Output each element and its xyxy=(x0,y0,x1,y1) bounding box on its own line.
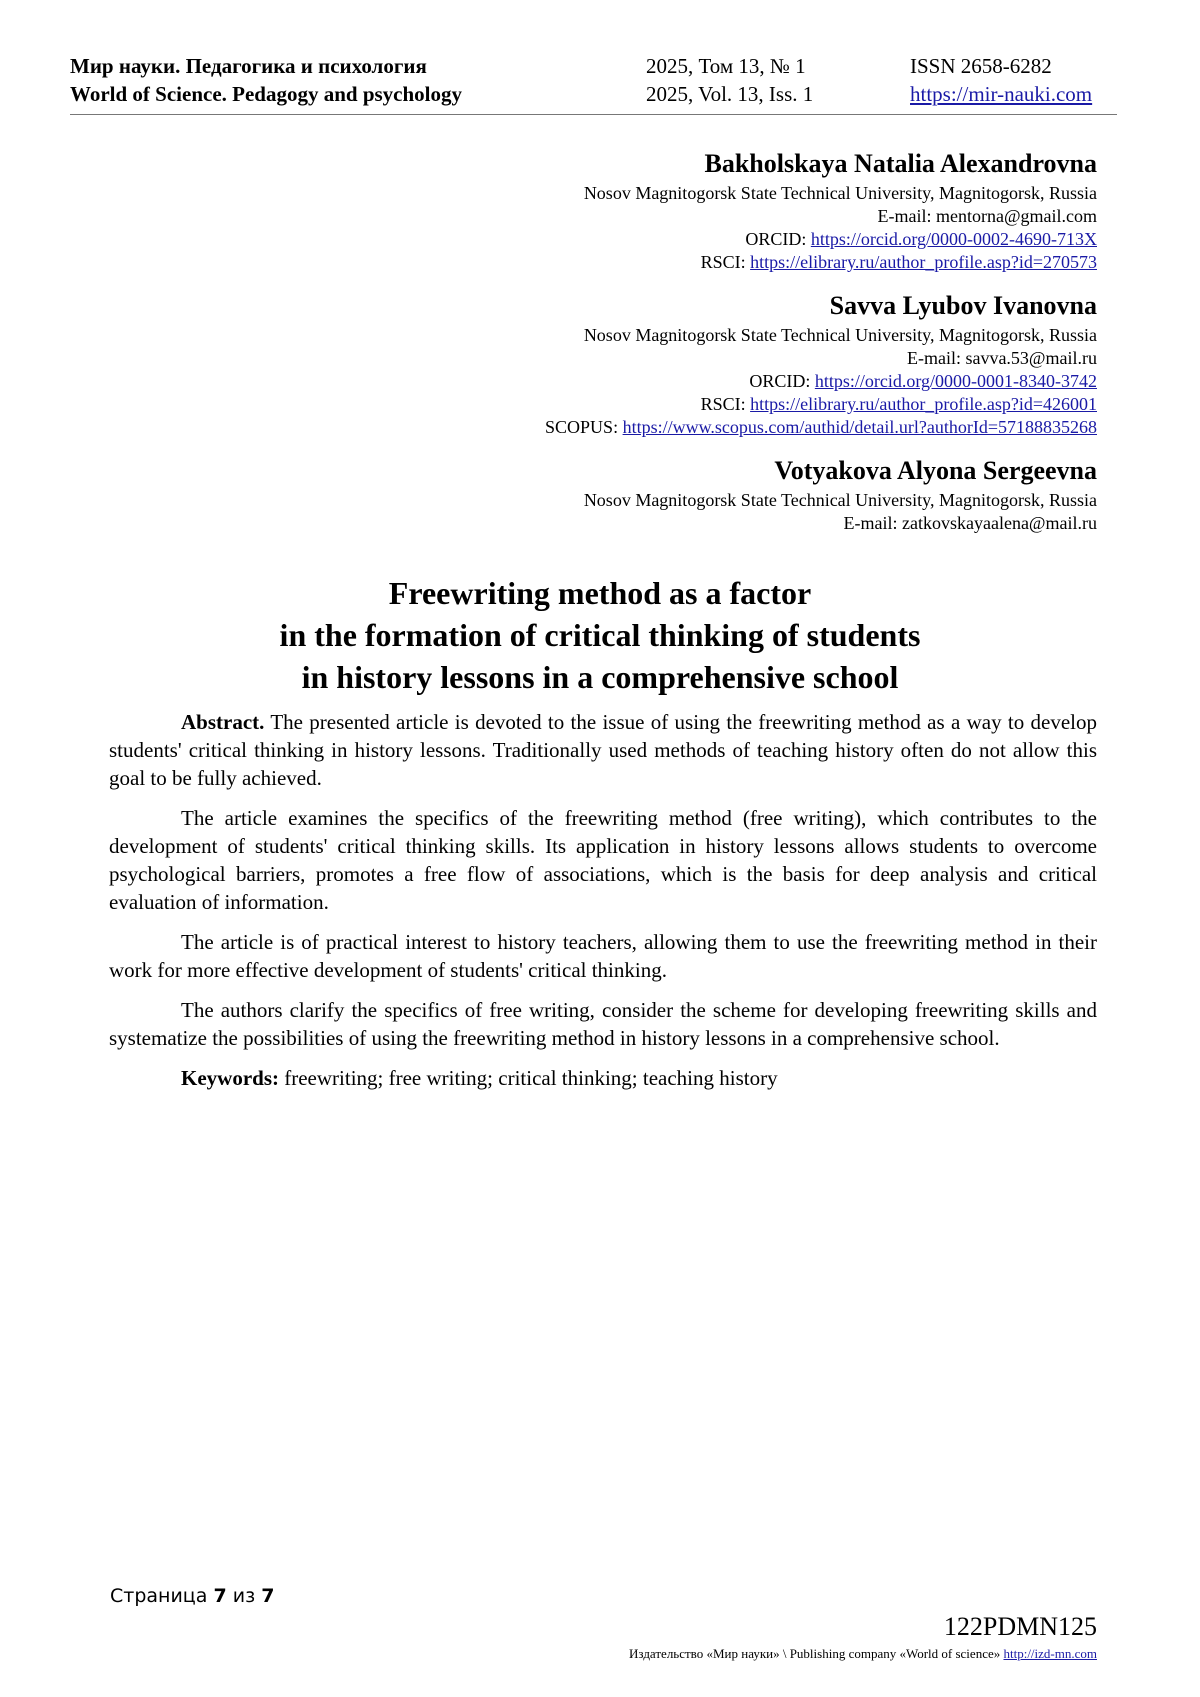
publisher-link[interactable]: http://izd-mn.com xyxy=(1003,1646,1097,1661)
orcid-label: ORCID: xyxy=(745,229,807,249)
body-paragraph: The authors clarify the specifics of free writing, consider the scheme for developing freewriting skills and systematize the possibilities of using the freewriting method in history lessons in a comprehensive school. xyxy=(109,998,1097,1050)
abstract-label: Abstract. xyxy=(181,710,265,734)
header-row-ru xyxy=(70,52,1117,80)
author-affiliation: Nosov Magnitogorsk State Technical University, Magnitogorsk, Russia xyxy=(583,325,1097,345)
body-paragraph: The article is of practical interest to history teachers, allowing them to use the freewriting method in their work for more effective development of students' critical thinking. xyxy=(109,930,1097,982)
article-code: 122PDMN125 xyxy=(943,1612,1097,1641)
page-separator: из xyxy=(232,1585,256,1607)
orcid-link[interactable]: https://orcid.org/0000-0002-4690-713X xyxy=(810,229,1097,249)
page-counter xyxy=(110,1585,274,1607)
author-block xyxy=(197,288,1097,439)
keywords-text: freewriting; free writing; critical thinking; teaching history xyxy=(284,1066,778,1090)
body-paragraph: The article examines the specifics of the freewriting method (free writing), which contributes to the development of students' critical thinking skills. Its application in history lessons allows students to overcome psychological barriers, promotes a free flow of associations, which is the basis for deep analysis and critical evaluation of information. xyxy=(109,806,1097,914)
journal-header xyxy=(70,52,1117,115)
rsci-label: RSCI: xyxy=(700,252,746,272)
article-title xyxy=(100,572,1100,698)
author-affiliation: Nosov Magnitogorsk State Technical University, Magnitogorsk, Russia xyxy=(583,490,1097,510)
journal-site-link[interactable]: https://mir-nauki.com xyxy=(910,82,1093,106)
issn: ISSN 2658-6282 xyxy=(910,54,1052,78)
author-block xyxy=(197,146,1097,274)
author-affiliation: Nosov Magnitogorsk State Technical University, Magnitogorsk, Russia xyxy=(583,183,1097,203)
publisher-name: Издательство «Мир науки» \ Publishing company «World of science» xyxy=(629,1646,1001,1661)
scopus-label: SCOPUS: xyxy=(545,417,619,437)
publisher-line xyxy=(629,1646,1097,1662)
issue-en: 2025, Vol. 13, Iss. 1 xyxy=(646,82,814,106)
header-row-en xyxy=(70,80,1117,108)
title-line: Freewriting method as a factor xyxy=(388,575,812,611)
page-total: 7 xyxy=(261,1585,275,1607)
author-email: E-mail: zatkovskayaalena@mail.ru xyxy=(843,513,1097,533)
rsci-link[interactable]: https://elibrary.ru/author_profile.asp?id=270573 xyxy=(750,252,1097,272)
issue-ru: 2025, Том 13, № 1 xyxy=(646,54,806,78)
rsci-link[interactable]: https://elibrary.ru/author_profile.asp?id=426001 xyxy=(750,394,1097,414)
journal-name-ru: Мир науки. Педагогика и психология xyxy=(70,54,427,78)
orcid-link[interactable]: https://orcid.org/0000-0001-8340-3742 xyxy=(814,371,1097,391)
abstract-paragraph xyxy=(109,708,1097,792)
author-name: Bakholskaya Natalia Alexandrovna xyxy=(704,149,1097,178)
author-email: E-mail: mentorna@gmail.com xyxy=(877,206,1097,226)
abstract-text: The presented article is devoted to the issue of using the freewriting method as a way to develop students' critical thinking in history lessons. Traditionally used methods of teaching history often do not allow this goal to be fully achieved. xyxy=(109,710,1097,790)
page-current: 7 xyxy=(213,1585,227,1607)
author-name: Votyakova Alyona Sergeevna xyxy=(774,456,1097,485)
author-list xyxy=(197,146,1097,549)
title-line: in history lessons in a comprehensive school xyxy=(301,659,899,695)
author-email: E-mail: savva.53@mail.ru xyxy=(906,348,1097,368)
abstract-section xyxy=(109,708,1097,1104)
journal-name-en: World of Science. Pedagogy and psychology xyxy=(70,82,463,106)
scopus-link[interactable]: https://www.scopus.com/authid/detail.url?authorId=57188835268 xyxy=(622,417,1097,437)
author-name: Savva Lyubov Ivanovna xyxy=(829,291,1097,320)
keywords-label: Keywords: xyxy=(181,1066,279,1090)
keywords-paragraph xyxy=(109,1064,1097,1092)
author-block xyxy=(197,453,1097,535)
orcid-label: ORCID: xyxy=(749,371,811,391)
rsci-label: RSCI: xyxy=(700,394,746,414)
title-line: in the formation of critical thinking of students xyxy=(279,617,921,653)
page-prefix: Страница xyxy=(110,1585,208,1607)
